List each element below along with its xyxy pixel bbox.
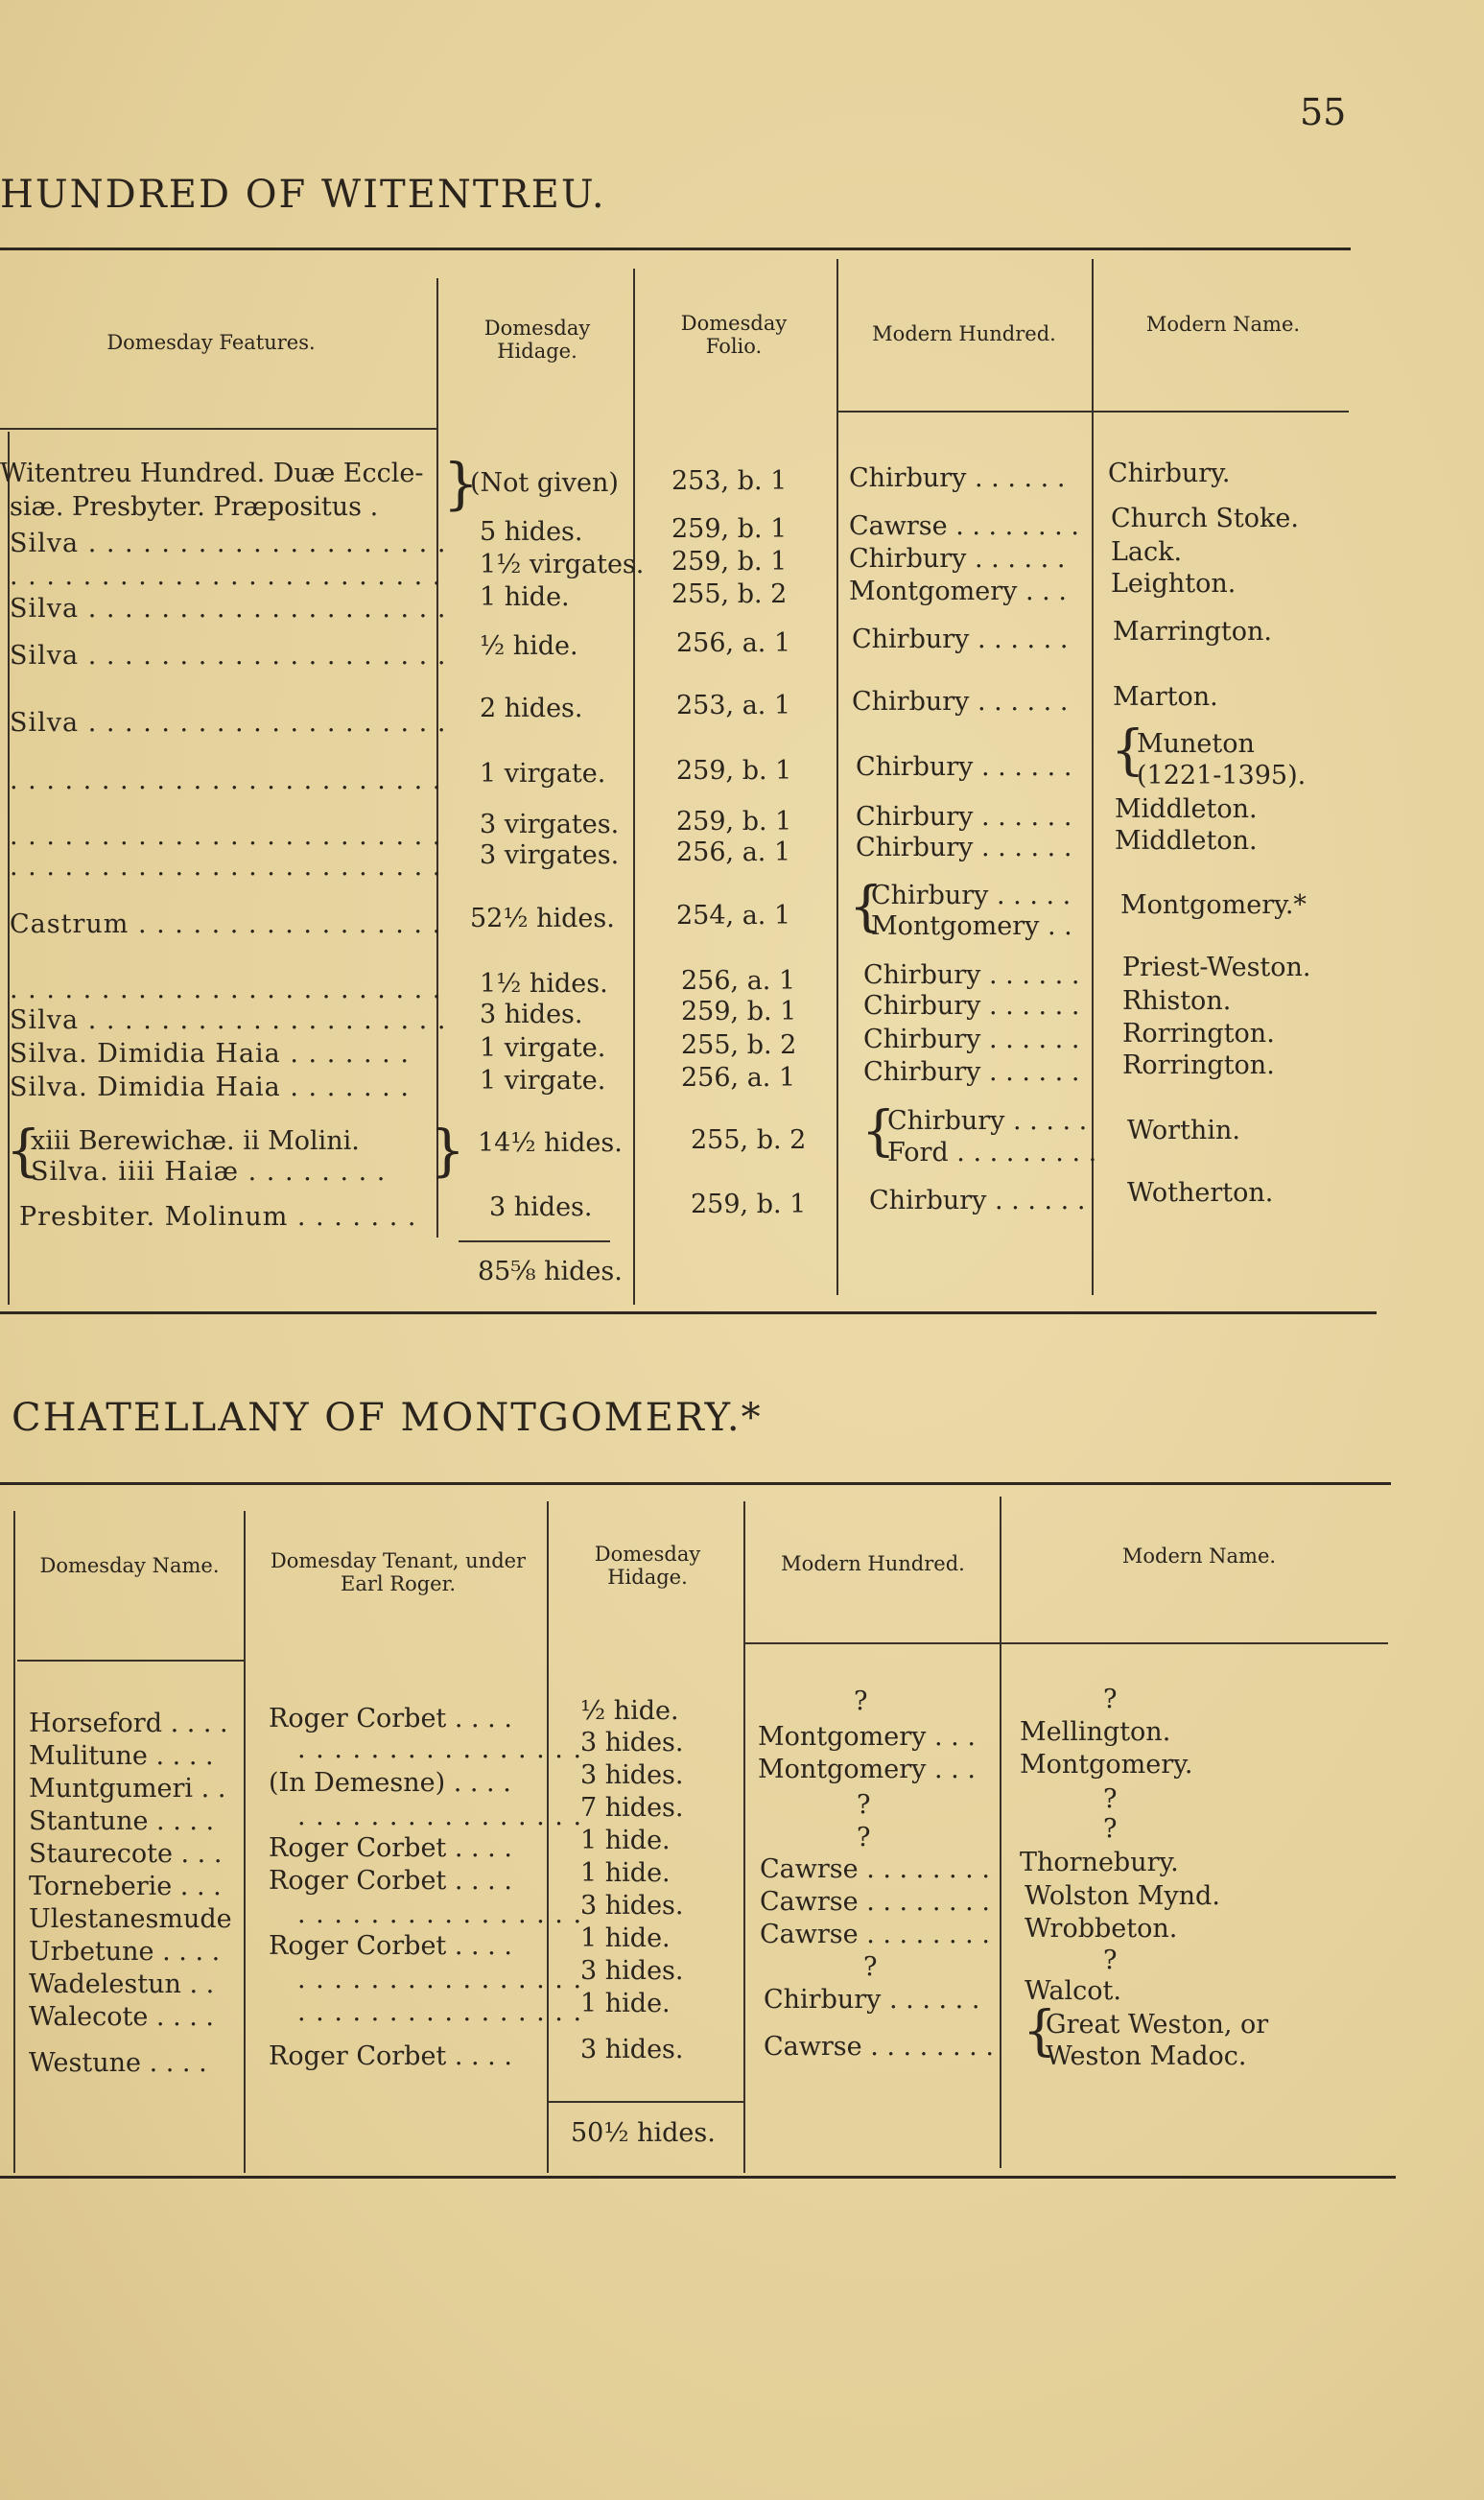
feature-cell: Silva. Dimidia Haia . . . . . . . [10, 1073, 410, 1102]
left-brace-icon: { [1111, 719, 1145, 782]
feature-cell: Silva . . . . . . . . . . . . . . . . . . . . [10, 594, 447, 624]
header-modern-name: Modern Name. [1121, 1545, 1277, 1568]
right-brace-icon: } [430, 1118, 465, 1183]
domesday-name-cell: Mulitune . . . . [29, 1741, 214, 1771]
hidage-cell: 1½ virgates. [480, 550, 645, 579]
hidage-cell: 3 hides. [580, 1728, 684, 1757]
hidage-cell: 3 hides. [480, 1000, 583, 1029]
tenant-cell: Roger Corbet . . . . [269, 1833, 512, 1863]
modern-name-cell: Middleton. [1115, 826, 1258, 856]
modern-name-cell: Rhiston. [1122, 986, 1232, 1016]
tenant-cell: Roger Corbet . . . . [269, 1931, 512, 1961]
modern-hundred-cell: Cawrse . . . . . . . . [760, 1887, 990, 1917]
modern-hundred-cell: Chirbury . . . . . . [852, 687, 1069, 717]
modern-name-cell: Wolston Mynd. [1025, 1881, 1220, 1911]
header-domesday-tenant: Domesday Tenant, under Earl Roger. [270, 1549, 527, 1596]
modern-hundred-cell: Cawrse . . . . . . . . [849, 511, 1079, 541]
tenant-cell: . . . . . . . . . . . . . . . . [297, 1734, 583, 1764]
total-rule [459, 1240, 610, 1242]
modern-hundred-cell: Chirbury . . . . . . [863, 991, 1080, 1021]
folio-cell: 259, b. 1 [681, 997, 797, 1026]
modern-name-cell: Lack. [1111, 537, 1183, 567]
modern-name-cell: Mellington. [1020, 1717, 1171, 1747]
modern-name-cell: Rorrington. [1122, 1050, 1275, 1080]
folio-cell: 255, b. 2 [691, 1125, 807, 1155]
modern-hundred-cell: Chirbury . . . . . . [869, 1186, 1086, 1215]
feature-cell: Presbiter. Molinum . . . . . . . [19, 1202, 417, 1232]
tenant-cell: Roger Corbet . . . . [269, 1866, 512, 1896]
modern-name-cell: Great Weston, or [1046, 2010, 1269, 2040]
left-brace-icon: { [849, 876, 883, 938]
modern-name-cell: Wotherton. [1127, 1178, 1274, 1208]
modern-hundred-cell: Cawrse . . . . . . . . [764, 2032, 994, 2062]
header-domesday-hidage: Domesday Hidage. [594, 1543, 701, 1590]
feature-cell: . . . . . . . . . . . . . . . . . . . . . . . . [10, 852, 442, 882]
hidage-total: 85⅝ hides. [478, 1257, 623, 1286]
domesday-name-cell: Torneberie . . . [29, 1872, 222, 1901]
feature-cell: Silva. Dimidia Haia . . . . . . . [10, 1039, 410, 1069]
tenant-cell: . . . . . . . . . . . . . . . . [297, 1997, 583, 2027]
modern-name-cell: Marton. [1113, 682, 1218, 712]
hidage-cell: (Not given) [470, 468, 619, 498]
hidage-cell: ½ hide. [480, 631, 578, 661]
modern-name-cell: Rorrington. [1122, 1019, 1275, 1049]
hidage-cell: 1 virgate. [480, 759, 606, 789]
modern-hundred-cell: Cawrse . . . . . . . . [760, 1920, 990, 1949]
domesday-name-cell: Staurecote . . . [29, 1839, 223, 1869]
feature-cell: Witentreu Hundred. Duæ Eccle- [0, 459, 424, 488]
modern-hundred-cell: Chirbury . . . . . . [856, 833, 1072, 862]
feature-cell: siæ. Presbyter. Præpositus . [10, 492, 379, 522]
hidage-cell: 3 hides. [580, 1956, 684, 1986]
modern-hundred-cell: ? [857, 1790, 871, 1820]
modern-hundred-cell: Chirbury . . . . . . [863, 960, 1080, 990]
folio-cell: 253, b. 1 [671, 466, 788, 496]
modern-name-cell: ? [1103, 1814, 1118, 1844]
header-domesday-hidage: Domesday Hidage. [483, 317, 591, 364]
hidage-cell: 1 virgate. [480, 1066, 606, 1096]
header-rule [17, 1660, 244, 1662]
modern-name-cell: Thornebury. [1020, 1848, 1179, 1877]
modern-name-cell: Priest-Weston. [1122, 953, 1311, 982]
header-domesday-name: Domesday Name. [39, 1554, 220, 1577]
feature-cell: . . . . . . . . . . . . . . . . . . . . . . . . [10, 821, 442, 851]
modern-hundred-cell: Chirbury . . . . . . [856, 752, 1072, 782]
feature-cell: Silva . . . . . . . . . . . . . . . . . . . . [10, 529, 447, 558]
hidage-cell: 1 hide. [580, 1989, 671, 2018]
header-rule [0, 428, 436, 430]
tenant-cell: . . . . . . . . . . . . . . . . [297, 1965, 583, 1994]
modern-hundred-cell: ? [863, 1952, 878, 1982]
hidage-cell: 52½ hides. [470, 904, 615, 933]
header-domesday-folio: Domesday Folio. [680, 312, 788, 359]
hidage-cell: 3 hides. [489, 1192, 593, 1222]
feature-cell: Silva . . . . . . . . . . . . . . . . . . . . [10, 641, 447, 671]
modern-hundred-cell: Chirbury . . . . . . [764, 1985, 980, 2015]
modern-hundred-cell: Montgomery . . . [758, 1722, 976, 1752]
tenant-cell: (In Demesne) . . . . [269, 1768, 511, 1798]
folio-cell: 259, b. 1 [676, 756, 792, 786]
right-brace-icon: } [443, 451, 479, 516]
tenant-cell: . . . . . . . . . . . . . . . . [297, 1899, 583, 1929]
hidage-cell: 5 hides. [480, 517, 583, 547]
hidage-cell: 3 virgates. [480, 810, 620, 839]
modern-name-cell: Weston Madoc. [1046, 2041, 1247, 2071]
modern-name-cell: Muneton [1137, 729, 1255, 759]
section-title-chatellany: CHATELLANY OF MONTGOMERY.* [12, 1396, 763, 1440]
tenant-cell: Roger Corbet . . . . [269, 2041, 512, 2071]
modern-hundred-cell: Chirbury . . . . . . [863, 1025, 1080, 1054]
modern-name-cell: ? [1103, 1784, 1118, 1814]
modern-name-cell: Worthin. [1127, 1116, 1240, 1145]
hidage-total: 50½ hides. [571, 2118, 716, 2148]
folio-cell: 254, a. 1 [676, 901, 791, 931]
folio-cell: 259, b. 1 [691, 1190, 807, 1219]
hidage-cell: 1 hide. [580, 1826, 671, 1855]
domesday-name-cell: Walecote . . . . [29, 2002, 214, 2032]
feature-cell: Castrum . . . . . . . . . . . . . . . . . [10, 909, 442, 939]
modern-hundred-cell: Chirbury . . . . . [871, 881, 1072, 910]
modern-name-cell: Walcot. [1025, 1976, 1121, 2006]
domesday-name-cell: Stantune . . . . [29, 1806, 215, 1836]
modern-name-cell: (1221-1395). [1137, 761, 1307, 790]
modern-name-cell: ? [1103, 1685, 1118, 1714]
table-top-rule [0, 248, 1351, 250]
modern-hundred-cell: Chirbury . . . . . . [863, 1057, 1080, 1087]
modern-name-cell: Marrington. [1113, 617, 1272, 647]
feature-cell: . . . . . . . . . . . . . . . . . . . . . . . . [10, 766, 442, 795]
domesday-name-cell: Horseford . . . . [29, 1709, 228, 1738]
hidage-cell: 3 virgates. [480, 840, 620, 870]
hidage-cell: ½ hide. [580, 1696, 679, 1726]
hidage-cell: 14½ hides. [478, 1128, 623, 1158]
modern-hundred-cell: ? [857, 1823, 871, 1852]
domesday-name-cell: Muntgumeri . . [29, 1774, 226, 1804]
feature-cell: xiii Berewichæ. ii Molini. [31, 1126, 360, 1156]
folio-cell: 255, b. 2 [681, 1030, 797, 1060]
modern-hundred-cell: Montgomery . . . [758, 1755, 976, 1784]
domesday-name-cell: Wadelestun . . [29, 1969, 215, 1999]
header-modern-hundred: Modern Hundred. [872, 322, 1056, 345]
domesday-name-cell: Urbetune . . . . [29, 1937, 221, 1967]
left-brace-icon: { [1023, 2000, 1057, 2063]
feature-cell: . . . . . . . . . . . . . . . . . . . . . . . . [10, 561, 442, 591]
domesday-name-cell: Ulestanesmude [29, 1904, 232, 1934]
feature-cell: Silva. iiii Haiæ . . . . . . . . [31, 1157, 387, 1187]
folio-cell: 253, a. 1 [676, 691, 791, 720]
hidage-cell: 3 hides. [580, 2035, 684, 2064]
modern-name-cell: Wrobbeton. [1025, 1914, 1178, 1944]
modern-hundred-cell: Montgomery . . . [849, 577, 1067, 606]
folio-cell: 256, a. 1 [676, 628, 791, 658]
total-rule [549, 2101, 745, 2103]
folio-cell: 256, a. 1 [681, 1063, 796, 1093]
hidage-cell: 1½ hides. [480, 969, 608, 999]
tenant-cell: . . . . . . . . . . . . . . . . [297, 1802, 583, 1831]
header-modern-hundred: Modern Hundred. [781, 1552, 965, 1575]
folio-cell: 259, b. 1 [671, 514, 788, 544]
modern-hundred-cell: Cawrse . . . . . . . . [760, 1854, 990, 1884]
domesday-name-cell: Westune . . . . [29, 2048, 207, 2078]
feature-cell: . . . . . . . . . . . . . . . . . . . . . . . . [10, 975, 442, 1004]
hidage-cell: 3 hides. [580, 1891, 684, 1921]
folio-cell: 259, b. 1 [671, 547, 788, 577]
hidage-cell: 3 hides. [580, 1760, 684, 1790]
header-domesday-features: Domesday Features. [106, 331, 316, 354]
hidage-cell: 1 virgate. [480, 1033, 606, 1063]
modern-name-cell: Chirbury. [1108, 459, 1231, 488]
hidage-cell: 1 hide. [580, 1923, 671, 1953]
folio-cell: 256, a. 1 [676, 837, 791, 867]
header-rule [743, 1642, 1388, 1644]
modern-hundred-cell: Montgomery . . [871, 911, 1072, 941]
modern-name-cell: Church Stoke. [1111, 504, 1299, 533]
modern-hundred-cell: Chirbury . . . . . [887, 1106, 1088, 1136]
folio-cell: 256, a. 1 [681, 966, 796, 996]
folio-cell: 259, b. 1 [676, 807, 792, 837]
modern-hundred-cell: Chirbury . . . . . . [852, 625, 1069, 654]
modern-hundred-cell: Ford . . . . . . . . . [887, 1138, 1097, 1167]
page-number: 55 [1300, 91, 1347, 133]
header-modern-name: Modern Name. [1145, 313, 1301, 336]
folio-cell: 255, b. 2 [671, 579, 788, 609]
modern-name-cell: Montgomery. [1020, 1750, 1193, 1780]
section-title-hundred: HUNDRED OF WITENTREU. [0, 173, 606, 217]
modern-name-cell: Middleton. [1115, 794, 1258, 824]
table-top-rule [0, 1482, 1391, 1485]
hidage-cell: 7 hides. [580, 1793, 684, 1823]
left-brace-icon: { [861, 1100, 896, 1163]
hidage-cell: 1 hide. [580, 1858, 671, 1888]
feature-cell: Silva . . . . . . . . . . . . . . . . . . . . [10, 1005, 447, 1035]
hidage-cell: 1 hide. [480, 582, 570, 612]
feature-cell: Silva . . . . . . . . . . . . . . . . . . . . [10, 708, 447, 738]
table-bottom-rule [0, 2176, 1396, 2179]
modern-hundred-cell: Chirbury . . . . . . [849, 544, 1066, 574]
table-bottom-rule [0, 1311, 1377, 1314]
modern-name-cell: ? [1103, 1946, 1118, 1975]
modern-hundred-cell: Chirbury . . . . . . [849, 463, 1066, 493]
modern-name-cell: Montgomery.* [1120, 890, 1307, 920]
hidage-cell: 2 hides. [480, 694, 583, 723]
tenant-cell: Roger Corbet . . . . [269, 1704, 512, 1733]
left-brace-icon: { [6, 1118, 41, 1183]
modern-hundred-cell: Chirbury . . . . . . [856, 802, 1072, 832]
modern-name-cell: Leighton. [1111, 569, 1237, 599]
modern-hundred-cell: ? [854, 1686, 868, 1716]
